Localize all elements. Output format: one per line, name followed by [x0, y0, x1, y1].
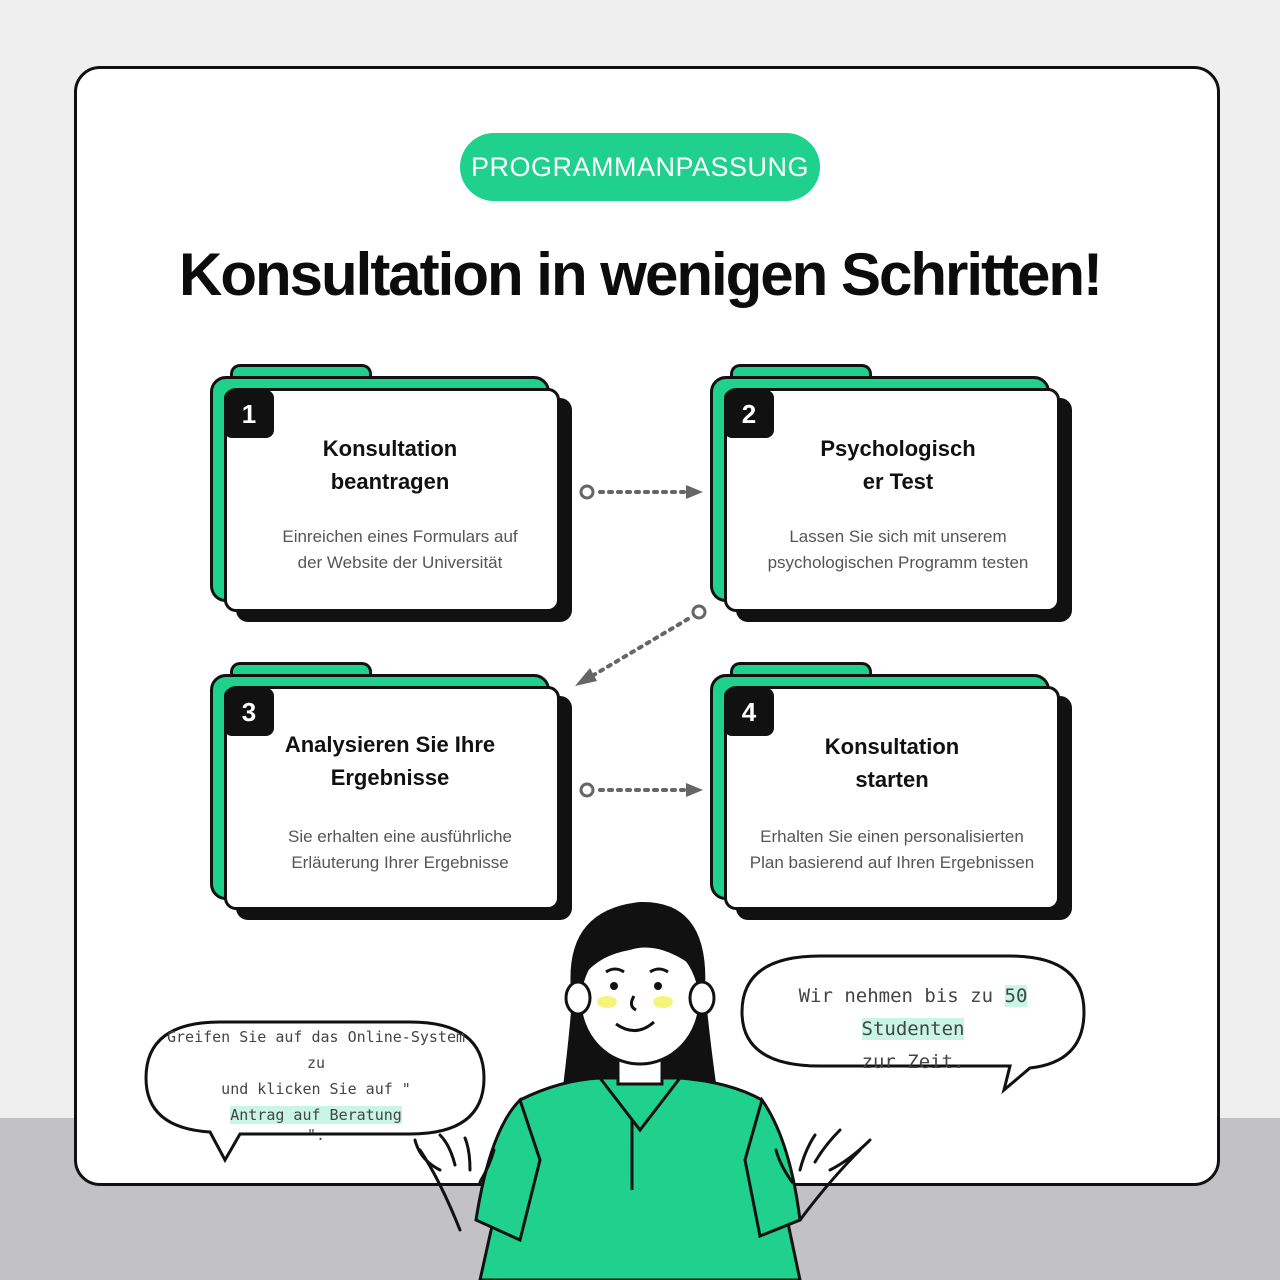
left-bubble-text — [166, 1024, 466, 1142]
step-title-line: er Test — [862, 469, 934, 494]
highlighted-count: 50 Studenten — [861, 985, 1028, 1040]
category-badge: PROGRAMMANPASSUNG — [460, 133, 820, 201]
step-description-line: Einreichen eines Formulars auf — [282, 527, 518, 546]
step-description-line: der Website der Universität — [297, 553, 503, 572]
step-title-line: Analysieren Sie Ihre — [284, 732, 496, 757]
step-number: 4 — [724, 688, 774, 736]
step-description-line: psychologischen Programm testen — [767, 553, 1029, 572]
step-title-line: Konsultation — [322, 436, 458, 461]
bubble-line: zur Zeit. — [861, 1051, 965, 1073]
step-title-line: beantragen — [330, 469, 450, 494]
step-description-line: Plan basierend auf Ihren Ergebnissen — [749, 853, 1035, 872]
step-description-line: Sie erhalten eine ausführliche — [288, 827, 512, 846]
step-title-line: Konsultation — [824, 734, 960, 759]
arrow-step1-to-step2 — [581, 485, 703, 499]
bubble-line: und klicken Sie auf " — [221, 1080, 411, 1098]
step-description-line: Lassen Sie sich mit unserem — [789, 527, 1007, 546]
step-number: 3 — [224, 688, 274, 736]
right-bubble-text — [752, 980, 1074, 1079]
arrow-step3-to-step4 — [581, 783, 703, 797]
step-number: 2 — [724, 390, 774, 438]
step-title-line: Psychologisch — [820, 436, 976, 461]
step-title-line: Ergebnisse — [330, 765, 450, 790]
highlighted-link-text: Antrag auf Beratung — [230, 1106, 402, 1124]
page-title: Konsultation in wenigen Schritten! — [179, 241, 1101, 308]
step-description-line: Erläuterung Ihrer Ergebnisse — [291, 853, 509, 872]
bubble-line: ". — [306, 1126, 326, 1144]
bubble-line: Wir nehmen bis zu — [798, 985, 994, 1007]
step-description-line: Erhalten Sie einen personalisierten — [760, 827, 1024, 846]
step-title-line: starten — [855, 767, 929, 792]
arrow-step2-to-step3 — [575, 606, 705, 686]
bubble-line: Greifen Sie auf das Online-System zu — [166, 1028, 465, 1072]
step-number: 1 — [224, 390, 274, 438]
